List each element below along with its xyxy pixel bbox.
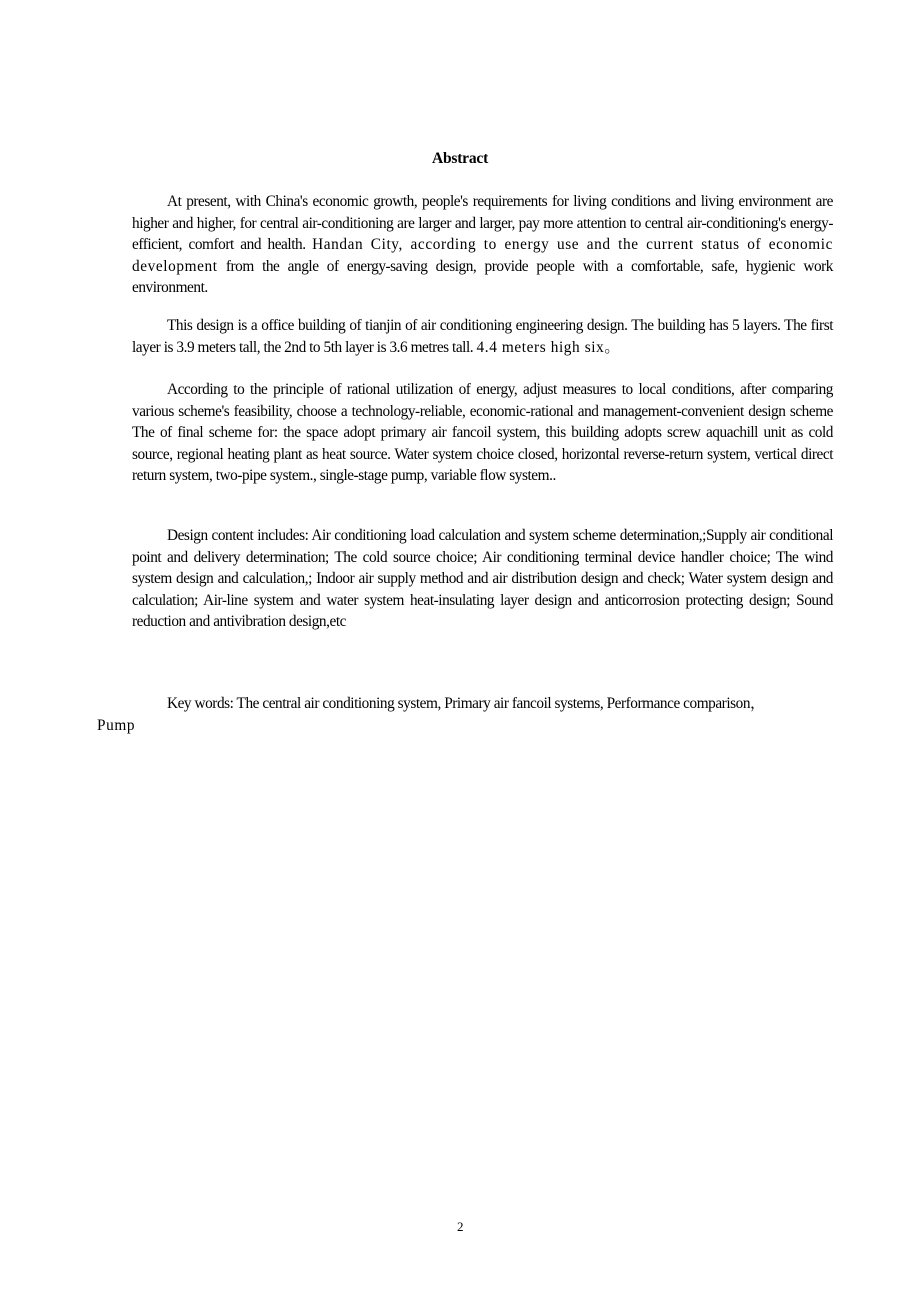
abstract-paragraph-4: Design content includes: Air conditioning load calculation and system scheme determination,;Supply air conditional point and delivery determination; The cold source choice; Air conditioning terminal device handler choice; The wind system design and calculation,; Indoor air supply method and air distribution design and check; Water system design and calculation; Air-line system and water system heat-insulating layer design and anticorrosion protecting design; Sound reduction and antivibration design,etc [132,527,833,631]
page-number: 2 [456,1219,464,1234]
abstract-paragraph-3: According to the principle of rational utilization of energy, adjust measures to local conditions, after comparing various scheme's feasibility, choose a technology-reliable, economic-rational and management-convenient design scheme The of final scheme for: the space adopt primary air fancoil system, this building adopts screw aquachill unit as cold source, regional heating plant as heat source. Water system choice closed, horizontal reverse-return system, vertical direct return system, two-pipe system., single-stage pump, variable flow system.. [132,381,833,485]
abstract-paragraph-1: At present, with China's economic growth, people's requirements for living conditions and living environment are higher and higher, for central air-conditioning are larger and larger, pay more attention to central air-conditioning's energy-efficient, comfort and health. Handan City, according to energy use and the current status of economic development from the angle of energy-saving design, provide people with a comfortable, safe, hygienic work environment. [132,193,833,297]
keywords-line: Key words: The central air conditioning system, Primary air fancoil systems, Performance comparison， Pump [97,695,765,734]
abstract-title: Abstract [431,150,489,167]
abstract-paragraph-2: This design is a office building of tianjin of air conditioning engineering design. The building has 5 layers. The first layer is 3.9 meters tall, the 2nd to 5th layer is 3.6 metres tall. 4.4 meters high six。 [132,317,833,356]
